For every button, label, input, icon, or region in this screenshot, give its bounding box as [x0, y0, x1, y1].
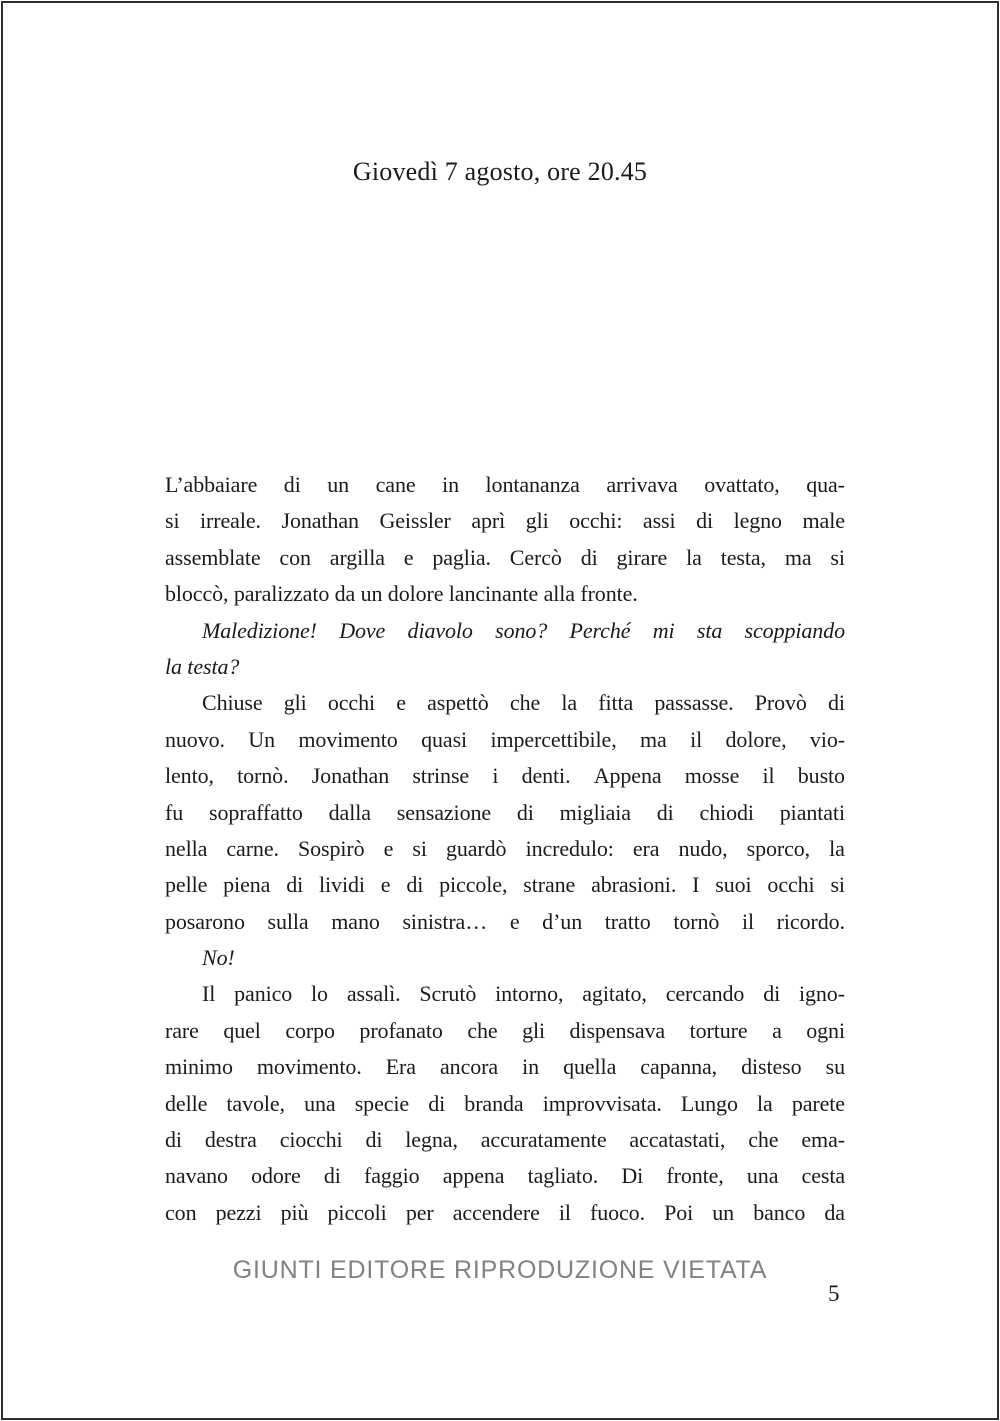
text-line: nella carne. Sospirò e si guardò incredulo: era nudo, sporco, la: [165, 835, 845, 861]
text-line: nuovo. Un movimento quasi impercettibile, ma il dolore, vio-: [165, 726, 845, 752]
text-line: navano odore di faggio appena tagliato. Di fronte, una cesta: [165, 1163, 845, 1189]
text-line: di destra ciocchi di legna, accuratamente accatastati, che ema-: [165, 1127, 845, 1153]
chapter-heading: Giovedì 7 agosto, ore 20.45: [352, 157, 648, 186]
text-line: la testa?: [165, 653, 240, 679]
text-line: minimo movimento. Era ancora in quella capanna, disteso su: [165, 1054, 845, 1080]
text-line: No!: [202, 945, 235, 971]
text-line: assemblate con argilla e paglia. Cercò di girare la testa, ma si: [165, 544, 845, 570]
text-line: rare quel corpo profanato che gli dispensava torture a ogni: [165, 1017, 845, 1043]
page-number: 5: [828, 1281, 840, 1306]
text-line: delle tavole, una specie di branda improvvisata. Lungo la parete: [165, 1090, 845, 1116]
publisher-watermark: GIUNTI EDITORE RIPRODUZIONE VIETATA: [232, 1256, 768, 1284]
body-text: [165, 472, 845, 1236]
text-line: lento, tornò. Jonathan strinse i denti. Appena mosse il busto: [165, 763, 845, 789]
text-line: posarono sulla mano sinistra… e d’un tratto tornò il ricordo.: [165, 908, 845, 934]
text-line: L’abbaiare di un cane in lontananza arrivava ovattato, qua-: [165, 472, 845, 497]
text-line: si irreale. Jonathan Geissler aprì gli occhi: assi di legno male: [165, 508, 845, 534]
text-line: bloccò, paralizzato da un dolore lancinante alla fronte.: [165, 581, 638, 607]
text-line: con pezzi più piccoli per accendere il fuoco. Poi un banco da: [165, 1199, 845, 1225]
text-line: Il panico lo assalì. Scrutò intorno, agitato, cercando di igno-: [202, 981, 845, 1007]
text-line: fu sopraffatto dalla sensazione di migliaia di chiodi piantati: [165, 799, 845, 825]
text-line: Maledizione! Dove diavolo sono? Perché mi sta scoppiando: [202, 617, 845, 643]
text-line: Chiuse gli occhi e aspettò che la fitta passasse. Provò di: [202, 690, 845, 716]
text-line: pelle piena di lividi e di piccole, strane abrasioni. I suoi occhi si: [165, 872, 845, 898]
